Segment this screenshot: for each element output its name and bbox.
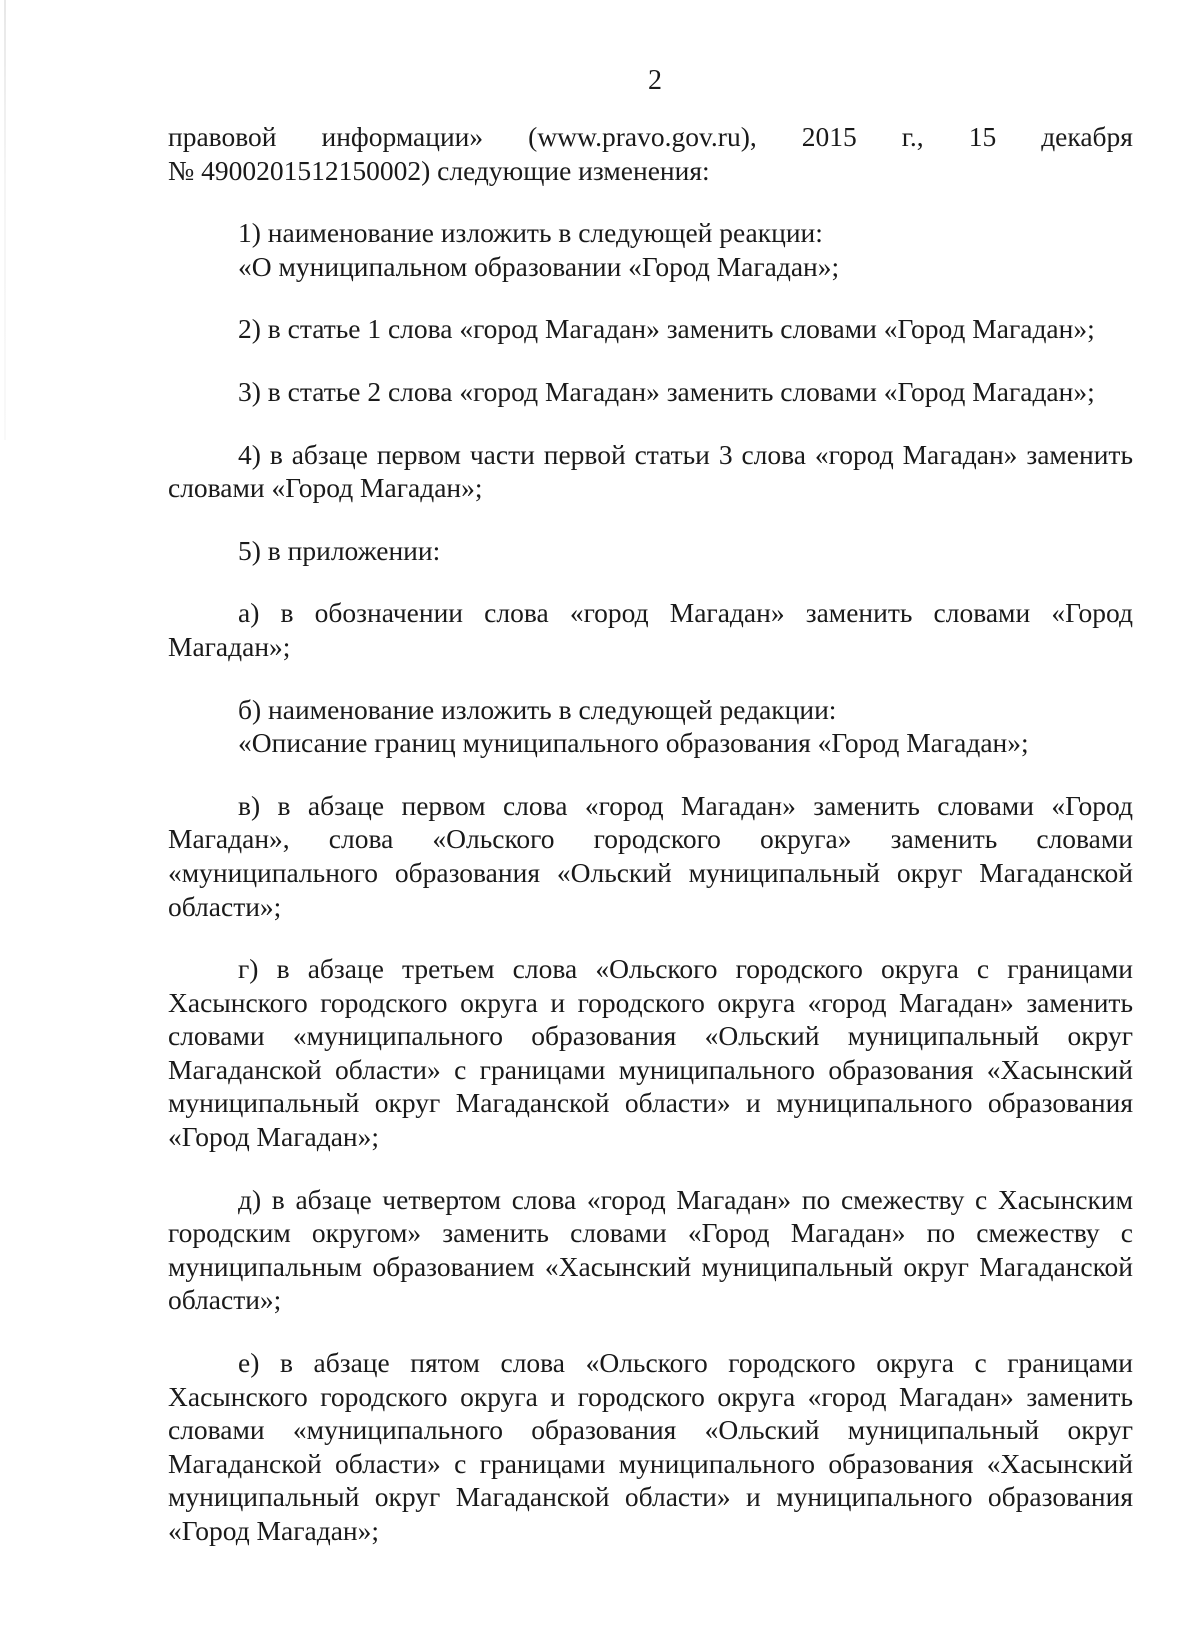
amendment-item-3: 3) в статье 2 слова «город Магадан» заменить словами «Город Магадан»; [238,375,1095,407]
intro-word: 15 [968,121,997,152]
intro-word: (www.pravo.gov.ru), [528,121,757,152]
intro-line-2: № 4900201512150002) следующие изменения: [168,154,710,186]
intro-line-1 [168,120,1133,154]
appendix-subitem-b [168,693,1133,760]
appendix-subitem-g: г) в абзаце третьем слова «Ольского городского округа с границами Хасынского городского округа и городского округа «город Магадан» заменить словами «муниципального образования «Ольский муниципальный округ Магаданской области» с границами муниципального образования «Хасынский муниципальный округ Магаданской области» и муниципального образования «Город Магадан»; [168,953,1133,1153]
appendix-subitem-e: е) в абзаце пятом слова «Ольского городского округа с границами Хасынского городского округа и городского округа «город Магадан» заменить словами «муниципального образования «Ольский муниципальный округ Магаданской области» с границами муниципального образования «Хасынский муниципальный округ Магаданской области» и муниципального образования «Город Магадан»; [168,1347,1133,1546]
appendix-subitem-d: д) в абзаце четвертом слова «город Магадан» по смежеству с Хасынским городским округом» заменить словами «Город Магадан» по смежеству с муниципальным образованием «Хасынский муниципальный округ Магаданской области»; [168,1183,1133,1316]
document-body [168,120,1133,1548]
amendment-item-1-line-1: 1) наименование изложить в следующей реакции: [238,217,823,249]
appendix-subitem-a: а) в обозначении слова «город Магадан» заменить словами «Город Магадан»; [168,597,1133,662]
appendix-subitem-b-line-1: б) наименование изложить в следующей редакции: [238,693,837,725]
intro-word: г., [901,121,924,152]
intro-word: информации» [321,121,484,152]
amendment-item-4: 4) в абзаце первом части первой статьи 3 слова «город Магадан» заменить словами «Город Магадан»; [168,438,1133,504]
intro-word: декабря [1041,121,1133,152]
amendment-item-5: 5) в приложении: [238,534,441,566]
intro-paragraph [168,120,1133,187]
amendment-item-1-line-2: «О муниципальном образовании «Город Магадан»; [238,250,840,282]
page-number: 2 [648,65,662,96]
amendment-item-1 [168,216,1133,283]
appendix-subitem-b-line-2: «Описание границ муниципального образования «Город Магадан»; [238,727,1029,759]
appendix-subitem-v: в) в абзаце первом слова «город Магадан» заменить словами «Город Магадан», слова «Ольского городского округа» заменить словами «муниципального образования «Ольский муниципальный округ Магаданской области»; [168,789,1133,922]
intro-word: правовой [168,121,277,152]
intro-word: 2015 [801,121,857,152]
amendment-item-2: 2) в статье 1 слова «город Магадан» заменить словами «Город Магадан»; [238,313,1095,345]
